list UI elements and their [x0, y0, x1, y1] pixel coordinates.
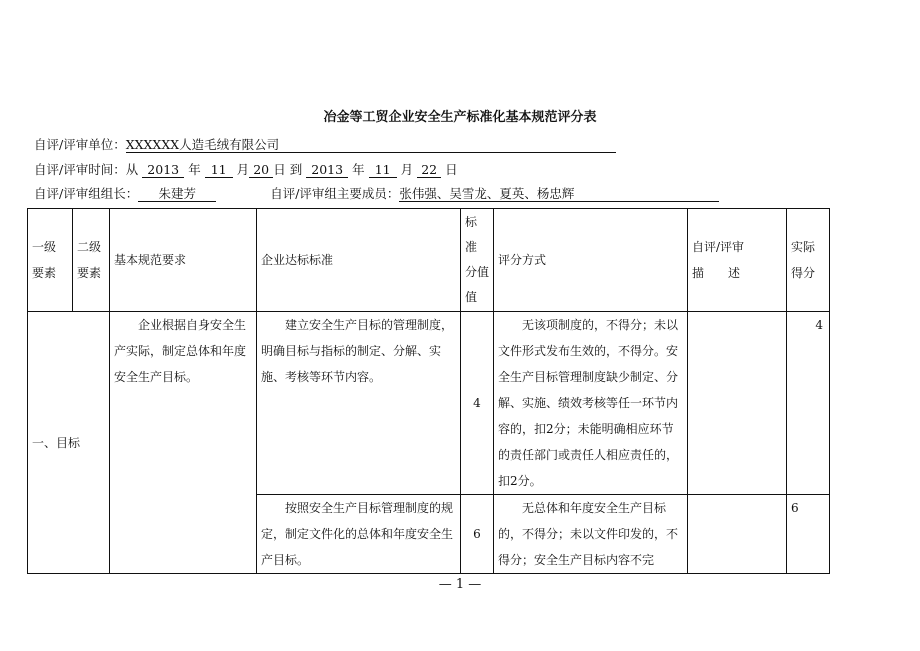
- to-day: 22: [417, 162, 441, 178]
- score-table: [27, 208, 830, 574]
- unit-value: XXXXXX人造毛绒有限公司: [126, 137, 616, 153]
- self-eval-description: [688, 495, 787, 574]
- actual-score: 6: [787, 495, 830, 574]
- from-month: 11: [205, 162, 233, 178]
- header-standard-score: 标 准 分值 值: [461, 209, 494, 312]
- header-enterprise-standard: 企业达标标准: [257, 209, 461, 312]
- standard-score: 4: [461, 312, 494, 495]
- time-label: 自评/评审时间：从: [34, 162, 139, 177]
- to-month: 11: [369, 162, 397, 178]
- basic-requirement: 企业根据自身安全生产实际，制定总体和年度安全生产目标。: [110, 312, 257, 574]
- standard-text: 按照安全生产目标管理制度的规定，制定文件化的总体和年度安全生产目标。: [257, 495, 461, 574]
- month-label: 月: [236, 162, 250, 177]
- header-basic-requirement: 基本规范要求: [110, 209, 257, 312]
- leader-line: [34, 184, 719, 202]
- actual-score: 4: [787, 312, 830, 495]
- header-self-eval-description: 自评/评审 描 述: [688, 209, 787, 312]
- members-value: 张伟强、吴雪龙、夏英、杨忠辉: [399, 186, 719, 202]
- table-row: [28, 312, 830, 495]
- header-level1: 一级 要素: [28, 209, 73, 312]
- year-label: 年: [352, 162, 365, 177]
- self-eval-description: [688, 312, 787, 495]
- day-label: 日: [273, 162, 286, 177]
- document-title: 冶金等工贸企业安全生产标准化基本规范评分表: [323, 110, 597, 125]
- to-label: 到: [289, 162, 303, 177]
- header-actual-score: 实际 得分: [787, 209, 830, 312]
- unit-line: [34, 135, 616, 153]
- members-label: 自评/评审组主要成员：: [270, 186, 400, 201]
- month-label: 月: [400, 162, 414, 177]
- day-label: 日: [445, 162, 458, 177]
- page-number: — 1 —: [438, 577, 482, 592]
- header-row: [28, 209, 830, 312]
- scoring-method: 无该项制度的，不得分；未以文件形式发布生效的，不得分。安全生产目标管理制度缺少制定、分解、实施、绩效考核等任一环节内容的，扣2分；未能明确相应环节的责任部门或责任人相应责任的，扣2分。: [494, 312, 688, 495]
- unit-label: 自评/评审单位：: [34, 137, 126, 152]
- section-label: 一、目标: [28, 312, 110, 574]
- from-year: 2013: [142, 162, 184, 178]
- scoring-method: 无总体和年度安全生产目标的，不得分；未以文件印发的，不得分；安全生产目标内容不完: [494, 495, 688, 574]
- header-level2: 二级 要素: [73, 209, 110, 312]
- standard-score: 6: [461, 495, 494, 574]
- standard-text: 建立安全生产目标的管理制度，明确目标与指标的制定、分解、实施、考核等环节内容。: [257, 312, 461, 495]
- time-line: [34, 160, 458, 178]
- leader-label: 自评/评审组组长：: [34, 186, 139, 201]
- to-year: 2013: [306, 162, 348, 178]
- from-day: 20: [249, 162, 273, 178]
- header-scoring-method: 评分方式: [494, 209, 688, 312]
- leader-name: 朱建芳: [138, 186, 216, 202]
- year-label: 年: [188, 162, 201, 177]
